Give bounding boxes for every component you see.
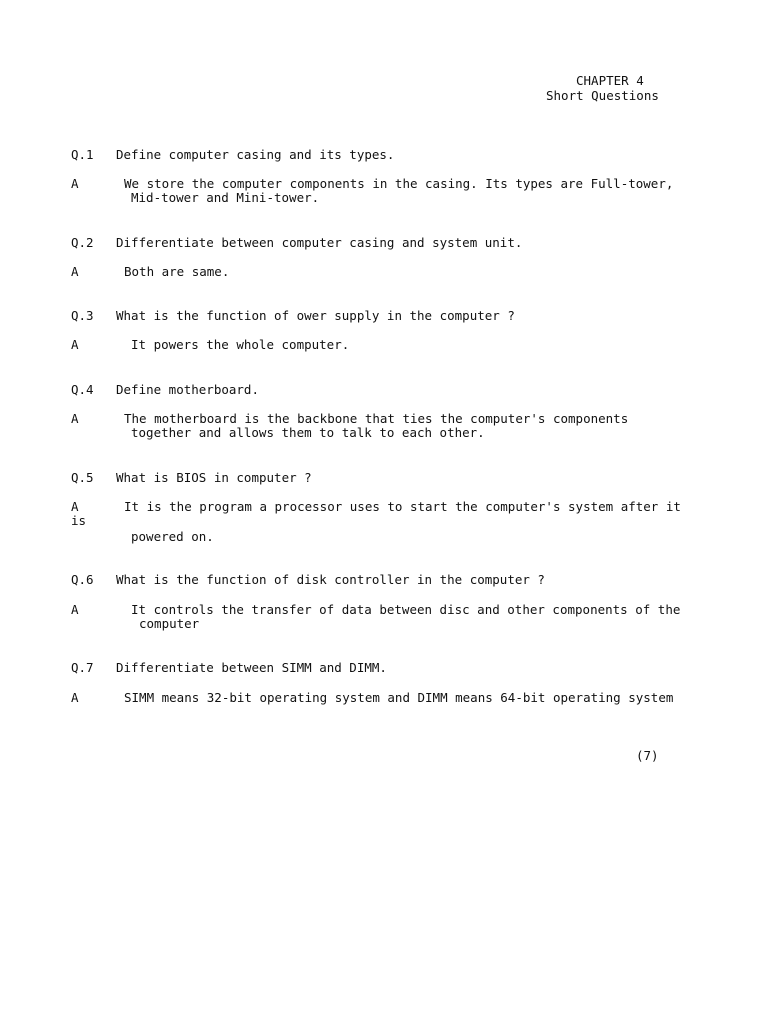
question-label: Q.1 xyxy=(71,147,94,162)
question-text: Define computer casing and its types. xyxy=(116,147,395,162)
answer-text: Both are same. xyxy=(124,264,230,279)
answer-text: powered on. xyxy=(131,529,214,544)
question-label: Q.7 xyxy=(71,660,94,675)
answer-text: together and allows them to talk to each other. xyxy=(131,425,485,440)
question-text: What is the function of disk controller in the computer ? xyxy=(116,572,545,587)
question-text: Differentiate between SIMM and DIMM. xyxy=(116,660,387,675)
question-text: Define motherboard. xyxy=(116,382,259,397)
answer-label: A xyxy=(71,411,79,426)
answer-text: is xyxy=(71,513,87,528)
answer-text: It controls the transfer of data between disc and other components of the xyxy=(131,602,681,617)
question-label: Q.3 xyxy=(71,308,94,323)
answer-label: A xyxy=(71,499,79,514)
question-label: Q.6 xyxy=(71,572,94,587)
answer-text: computer xyxy=(139,616,200,631)
answer-text: Mid-tower and Mini-tower. xyxy=(131,190,320,205)
answer-text: It powers the whole computer. xyxy=(131,337,350,352)
question-text: What is BIOS in computer ? xyxy=(116,470,312,485)
answer-label: A xyxy=(71,176,79,191)
chapter-heading: CHAPTER 4 xyxy=(576,73,644,88)
answer-text: We store the computer components in the casing. Its types are Full-tower, xyxy=(124,176,674,191)
question-label: Q.2 xyxy=(71,235,94,250)
question-label: Q.4 xyxy=(71,382,94,397)
answer-text: The motherboard is the backbone that ties the computer's components xyxy=(124,411,629,426)
answer-text: SIMM means 32-bit operating system and DIMM means 64-bit operating system xyxy=(124,690,674,705)
answer-label: A xyxy=(71,602,79,617)
answer-text: It is the program a processor uses to start the computer's system after it xyxy=(124,499,681,514)
answer-label: A xyxy=(71,337,79,352)
question-label: Q.5 xyxy=(71,470,94,485)
question-text: What is the function of ower supply in the computer ? xyxy=(116,308,515,323)
section-heading: Short Questions xyxy=(546,88,659,103)
page-number: (7) xyxy=(636,748,659,763)
question-text: Differentiate between computer casing and system unit. xyxy=(116,235,523,250)
answer-label: A xyxy=(71,264,79,279)
answer-label: A xyxy=(71,690,79,705)
